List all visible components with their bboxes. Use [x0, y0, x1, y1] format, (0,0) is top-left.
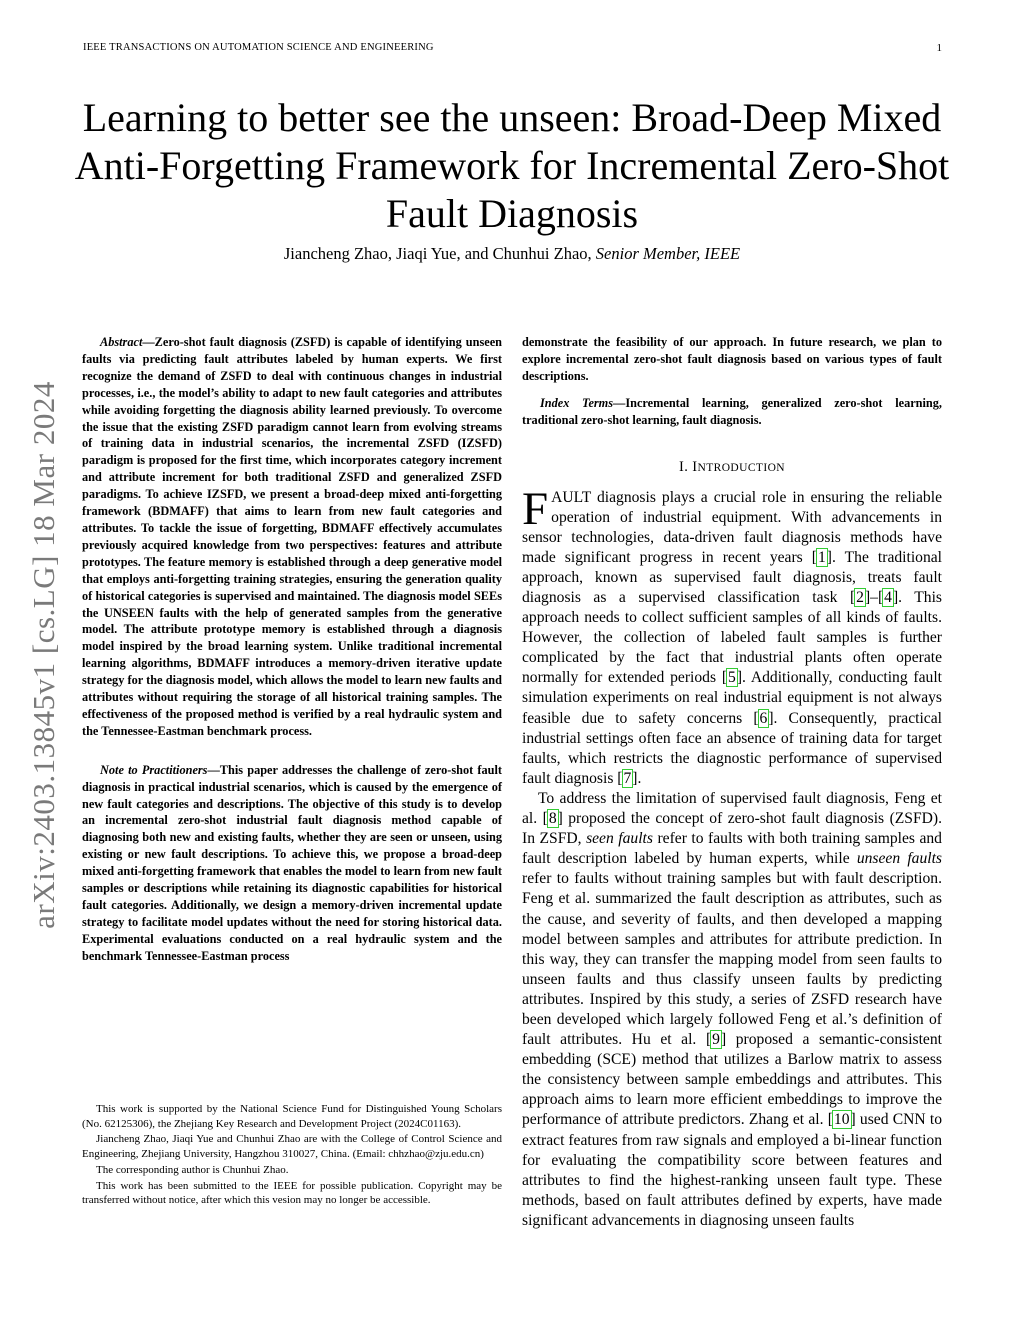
arxiv-stamp-text: arXiv:2403.13845v1 [cs.LG] 18 Mar 2024 [26, 381, 62, 929]
citation-link[interactable]: 10 [833, 1111, 850, 1129]
right-column [522, 334, 942, 1231]
index-terms-label: Index Terms [540, 395, 614, 410]
citation-link[interactable]: 2 [856, 589, 864, 606]
footnote-corresponding: The corresponding author is Chunhui Zhao. [96, 1163, 289, 1176]
abstract [82, 334, 502, 740]
left-column [82, 334, 502, 965]
section-heading-introduction [522, 459, 942, 476]
footnotes [82, 1102, 502, 1209]
intro-paragraph-1: FAULT diagnosis plays a crucial role in ensuring the reliable operation of industrial equipment. With advancements in sensor technologies, data-driven fault diagnosis methods have made significant progress in recent years [1]. The traditional approach, known as supervised fault diagnosis, treats fault diagnosis as a supervised classification task [2]–[4]. This approach needs to collect sufficient samples of all kinds of faults. However, the collection of labeled fault samples is further complicated by the fact that industrial plants often operate normally for extended periods [5]. Additionally, conducting fault simulation experiments on real industrial equipment is not always feasible due to safety concerns [6]. Consequently, practical industrial settings often face an absence of training data for target faults, which restricts the diagnostic performance of supervised fault diagnosis [7]. [522, 482, 943, 787]
author-membership: Senior Member, IEEE [595, 244, 741, 263]
footnote-funding: This work is supported by the National Science Fund for Distinguished Young Scholars (No. 62125306), the Zhejiang Key Research and Development Project (2024C01163). [82, 1103, 502, 1130]
page-number: 1 [936, 42, 942, 54]
abstract-continuation: demonstrate the feasibility of our approach. In future research, we plan to explore incremental zero-shot fault diagnosis based on various types of fault descriptions. [522, 335, 942, 383]
paper-title: Learning to better see the unseen: Broad-Deep Mixed Anti-Forgetting Framework for Incremental Zero-Shot Fault Diagnosis [74, 95, 950, 236]
term-unseen-faults: unseen faults [856, 850, 942, 868]
citation-link[interactable]: 7 [623, 769, 632, 787]
practitioners-label: Note to Practitioners [100, 762, 208, 777]
index-terms [522, 395, 942, 429]
drop-cap: F [522, 482, 549, 535]
citation-link[interactable]: 5 [728, 669, 736, 687]
index-terms-text: —Incremental learning, generalized zero-shot learning, traditional zero-shot learning, fault diagnosis. [522, 395, 942, 427]
author-line [60, 244, 964, 264]
footnote-copyright: This work has been submitted to the IEEE for possible publication. Copyright may be transferred without notice, after which this vesion may no longer be accessible. [82, 1179, 502, 1207]
citation-link[interactable]: 6 [759, 709, 768, 727]
citation-link[interactable]: 9 [712, 1031, 720, 1049]
citation-link[interactable]: 1 [817, 548, 826, 566]
intro-paragraph-2: To address the limitation of supervised fault diagnosis, Feng et al. [8] proposed the concept of zero-shot fault diagnosis (ZSFD). In ZSFD, seen faults refer to faults with both training samples and fault description labeled by human experts, while unseen faults refer to faults without training samples but with fault description. Feng et al. summarized the fault description as attributes, such as the cause, and severity of faults, and then developed a mapping model between samples and attributes for attribute prediction. In this way, they can transfer the mapping model from seen faults to unseen faults and thus classify unseen faults by predicting attributes. Inspired by this study, a series of ZSFD research have been developed which largely followed Feng et al.’s definition of fault attributes. Hu et al. [9] proposed a semantic-consistent embedding (SCE) method that utilizes a Barlow matrix to assess the consistency between sample embeddings and attributes. This approach aims to learn more efficient embeddings to improve the performance of attribute predictors. Zhang et al. [10] used CNN to extract features from raw signals and employed a bi-linear function for evaluating the compatibility score between features and attributes to find the highest-ranking unseen fault type. These methods, based on fault attributes defined by experts, have made significant advancements in diagnosing unseen faults [522, 789, 942, 1229]
practitioners-text: —This paper addresses the challenge of zero-shot fault diagnosis in practical industrial scenarios, which is caused by the emergence of new fault categories and descriptions. The objective of this study is to develop an incremental zero-shot industrial fault diagnosis method capable of diagnosing both new and existing faults, whether they are seen or unseen, using existing or new fault descriptions. To achieve this, we propose a broad-deep mixed anti-forgetting framework that enables the model to learn from new fault samples or descriptions while retaining its diagnostic capabilities for historical fault categories. Additionally, we design a memory-driven incremental update strategy to facilitate model updates without the need for storing historical data. Experimental evaluations conducted on a real hydraulic system and the benchmark Tennessee-Eastman process [82, 762, 503, 963]
term-seen-faults: seen faults [586, 830, 653, 848]
arxiv-stamp [8, 350, 80, 960]
abstract-text: —Zero-shot fault diagnosis (ZSFD) is capable of identifying unseen faults via predicting fault attributes labeled by human experts. We first recognize the demand of ZSFD to deal with continuous changes in industrial processes, i.e., the model’s ability to adapt to new fault categories and attributes while avoiding forgetting the diagnosis ability learned previously. To overcome the issue that the existing ZSFD paradigm cannot learn from evolving streams of training data in industrial scenarios, the incremental ZSFD (IZSFD) paradigm is proposed for the first time, which incorporates category increment and attribute increment for both traditional ZSFD and generalized ZSFD paradigms. To achieve IZSFD, we present a broad-deep mixed anti-forgetting framework (BDMAFF) that aims to learn from new fault categories and attributes. To tackle the issue of forgetting, BDMAFF effectively accumulates previously acquired knowledge from two perspectives: features and attribute prototypes. The feature memory is established through a deep generative model that employs anti-forgetting training strategies, ensuring the generation quality of historical categories is supervised and maintained. The diagnosis model SEEs the UNSEEN faults with the help of generated samples from the generative model. The attribute prototype memory is established through a diagnosis model inspired by the broad learning system. Unlike traditional incremental learning algorithms, BDMAFF introduces a memory-driven iterative update strategy for the diagnosis model, which allows the model to learn new faults and attributes without requiring the storage of all historical training samples. The effectiveness of the proposed method is verified by a real hydraulic system and the Tennessee-Eastman benchmark process. [82, 335, 502, 738]
note-to-practitioners [82, 762, 502, 965]
section-heading-number: I. I [679, 458, 698, 475]
author-names: Jiancheng Zhao, Jiaqi Yue, and Chunhui Zhao, [283, 244, 592, 263]
citation-link[interactable]: 4 [884, 589, 892, 606]
abstract-label: Abstract [100, 335, 143, 349]
footnote-affiliation: Jiancheng Zhao, Jiaqi Yue and Chunhui Zhao are with the College of Control Science and Engineering, Zhejiang University, Hangzhou 310027, China. (Email: chhzhao@zju.edu.cn) [82, 1133, 502, 1161]
running-header: IEEE TRANSACTIONS ON AUTOMATION SCIENCE AND ENGINEERING [83, 42, 434, 53]
citation-link[interactable]: 8 [548, 810, 557, 828]
section-heading-title: NTRODUCTION [697, 461, 785, 474]
